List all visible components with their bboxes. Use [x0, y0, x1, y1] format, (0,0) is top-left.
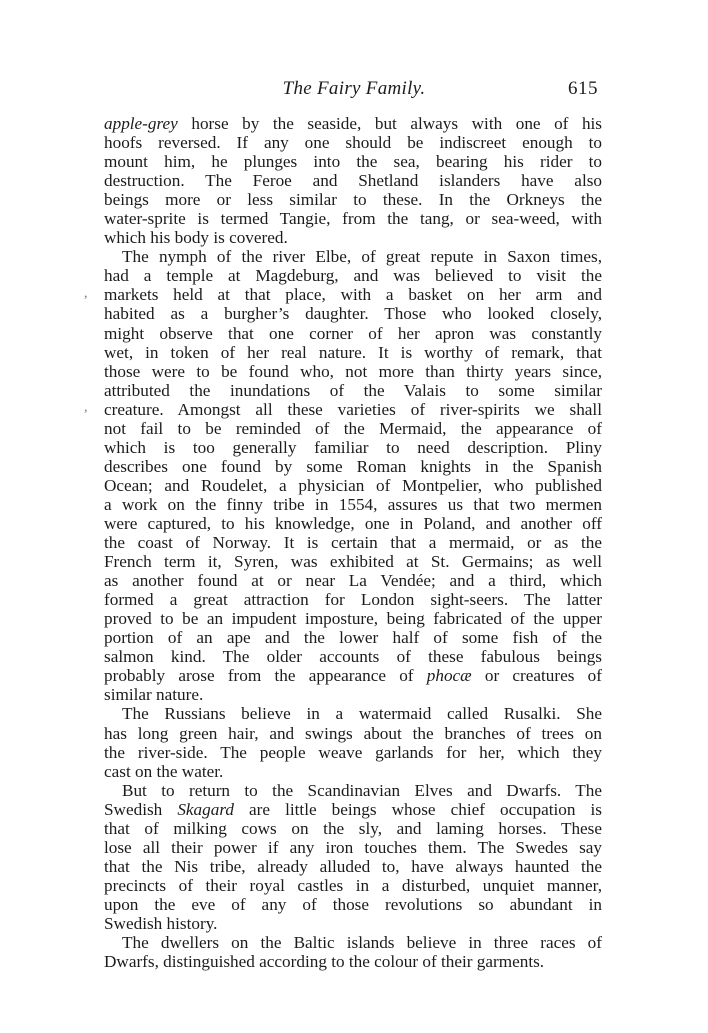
running-title: The Fairy Family. [282, 78, 426, 99]
text-line: lose all their power if any iron touches them. The Swedes say [104, 837, 602, 857]
text-line: hoofs reversed. If any one should be indiscreet enough to [104, 133, 602, 153]
text-line: beings more or less similar to these. In the Orkneys the [104, 190, 602, 210]
text-line: not fail to be reminded of the Mermaid, the appearance of [104, 418, 602, 438]
text-line: probably arose from the appearance of phocæ or creatures of [104, 666, 602, 686]
text-line: might observe that one corner of her apron was constantly [104, 323, 602, 343]
text-line: precincts of their royal castles in a disturbed, unquiet manner, [104, 875, 602, 895]
text-line: Swedish history. [104, 913, 218, 933]
paragraph [104, 114, 602, 247]
text-line: apple-grey horse by the seaside, but always with one of his [104, 114, 602, 133]
text-line: which his body is covered. [104, 228, 288, 248]
paragraph [104, 247, 602, 704]
text-line: mount him, he plunges into the sea, bearing his rider to [104, 152, 602, 172]
margin-mark: , [84, 400, 88, 415]
text-line: habited as a burgher’s daughter. Those who looked closely, [104, 304, 602, 324]
text-line: that the Nis tribe, already alluded to, have always haunted the [104, 856, 602, 876]
margin-mark: , [84, 286, 88, 301]
text-line: salmon kind. The older accounts of these fabulous beings [104, 647, 602, 667]
text-line: proved to be an impudent imposture, being fabricated of the upper [104, 609, 602, 629]
text-line: that of milking cows on the sly, and laming horses. These [104, 818, 602, 838]
text-line: cast on the water. [104, 761, 224, 781]
text-line: wet, in token of her real nature. It is worthy of remark, that [104, 342, 602, 362]
paragraph [104, 933, 602, 971]
text-line: a work on the finny tribe in 1554, assures us that two mermen [104, 494, 602, 514]
body-text [104, 114, 602, 971]
text-line: the coast of Norway. It is certain that a mermaid, or as the [104, 533, 602, 553]
text-line: had a temple at Magdeburg, and was believed to visit the [104, 266, 602, 286]
text-line: the river-side. The people weave garlands for her, which they [104, 742, 602, 762]
text-line: those were to be found who, not more than thirty years since, [104, 361, 602, 381]
text-line: Ocean; and Roudelet, a physician of Montpelier, who published [104, 475, 602, 495]
paragraph [104, 781, 602, 933]
text-line: The dwellers on the Baltic islands believe in three races of [122, 933, 602, 953]
italic-word: apple-grey [104, 114, 178, 133]
page-number: 615 [568, 78, 598, 99]
text-line: markets held at that place, with a basket on her arm and [104, 285, 602, 305]
page-header [0, 78, 708, 104]
text-line: attributed the inundations of the Valais to some similar [104, 380, 602, 400]
text-line: But to return to the Scandinavian Elves and Dwarfs. The [122, 780, 602, 800]
text-line: has long green hair, and swings about the branches of trees on [104, 723, 602, 743]
text-line: which is too generally familiar to need description. Pliny [104, 437, 602, 457]
text-line: formed a great attraction for London sight-seers. The latter [104, 590, 602, 610]
paragraph [104, 704, 602, 780]
text-line: Dwarfs, distinguished according to the colour of their garments. [104, 952, 545, 972]
text-line: destruction. The Feroe and Shetland islanders have also [104, 171, 602, 191]
italic-word: phocæ [426, 666, 472, 686]
text-line: as another found at or near La Vendée; and a third, which [104, 571, 602, 591]
text-line: were captured, to his knowledge, one in Poland, and another off [104, 513, 602, 533]
text-line: creature. Amongst all these varieties of river-spirits we shall [104, 399, 602, 419]
italic-word: Skagard [177, 799, 234, 819]
text-line: The nymph of the river Elbe, of great repute in Saxon times, [122, 247, 602, 267]
text-line: water-sprite is termed Tangie, from the tang, or sea-weed, with [104, 209, 602, 229]
text-line: French term it, Syren, was exhibited at St. Germains; as well [104, 552, 602, 572]
text-line: portion of an ape and the lower half of some fish of the [104, 628, 602, 648]
text-line: similar nature. [104, 685, 204, 705]
text-line: Swedish Skagard are little beings whose chief occupation is [104, 799, 602, 819]
text-line: upon the eve of any of those revolutions so abundant in [104, 894, 602, 914]
text-line: The Russians believe in a watermaid called Rusalki. She [122, 704, 602, 724]
text-line: describes one found by some Roman knights in the Spanish [104, 456, 602, 476]
